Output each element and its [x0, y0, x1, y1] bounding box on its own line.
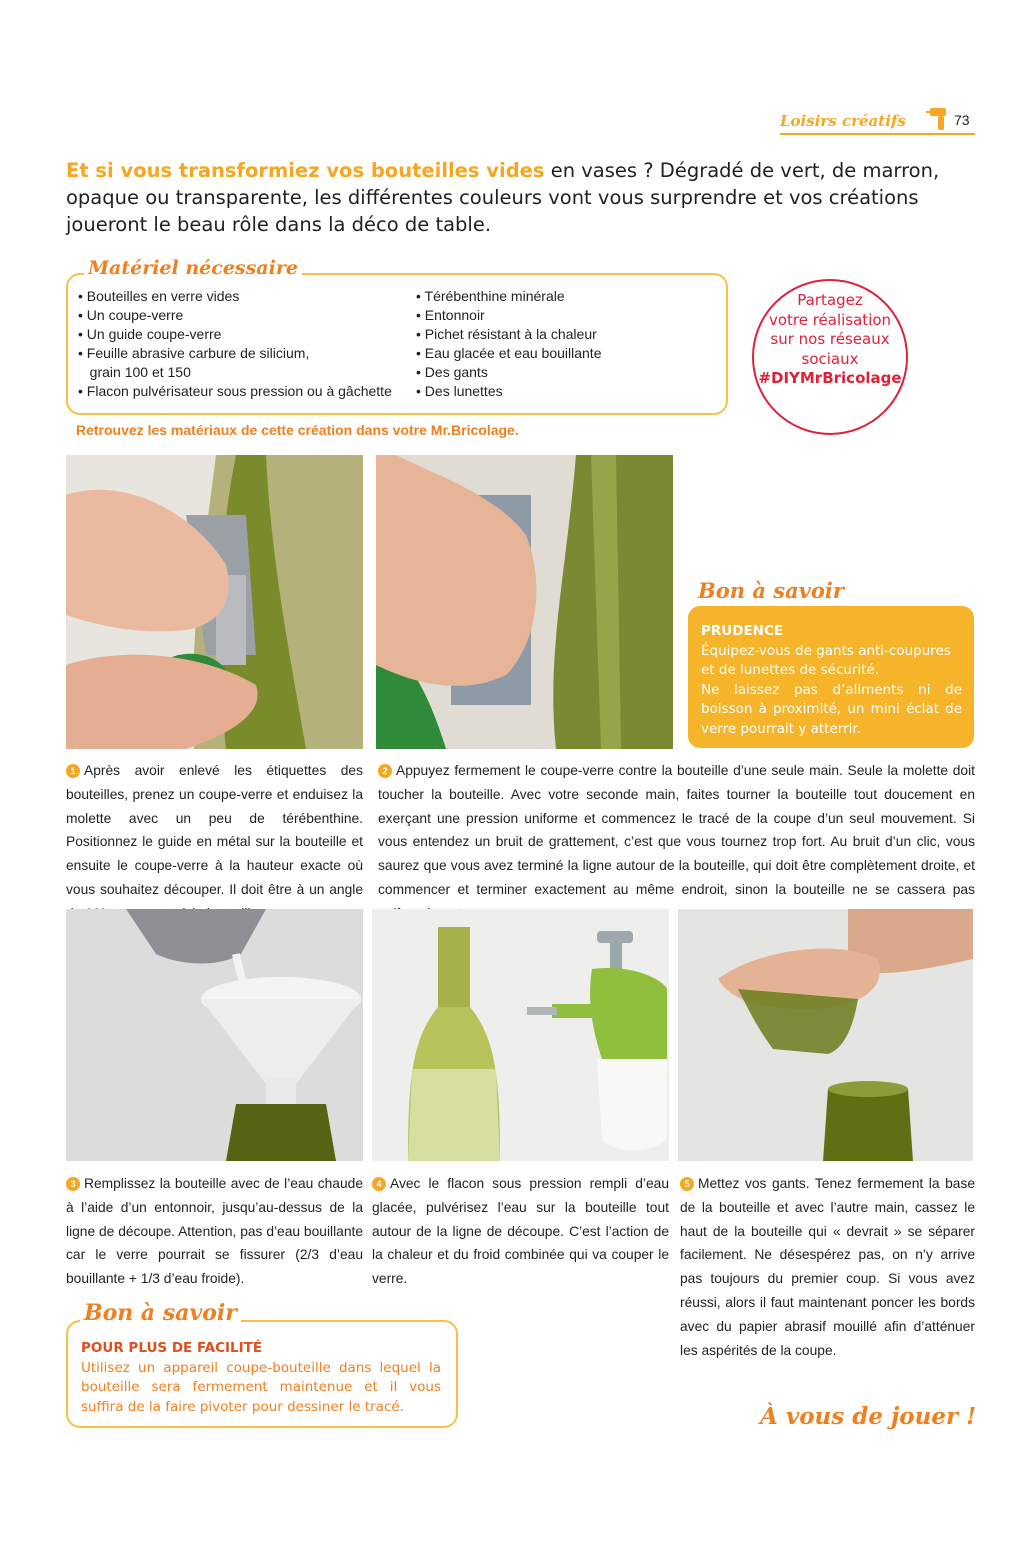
photo-step-5	[678, 909, 973, 1161]
material-item: • Des gants	[416, 364, 488, 380]
share-line: votre réalisation	[768, 310, 892, 329]
material-item: • Des lunettes	[416, 383, 503, 399]
drill-icon	[926, 104, 948, 132]
step-body: Avec le flacon sous pression rempli d’eau glacée, pulvérisez l’eau sur la bouteille tout autour de la ligne de découpe. C’est l’action de la chaleur et du froid combinée qui va couper le verre.	[372, 1176, 669, 1287]
material-item: • Térébenthine minérale	[416, 288, 565, 304]
materials-list-right	[416, 287, 716, 401]
materials-list-left	[78, 287, 398, 401]
tip-title: Bon à savoir	[698, 578, 844, 603]
materials-title: Matériel nécessaire	[84, 257, 302, 279]
tip-box-facilite	[66, 1320, 458, 1428]
tip-text: Ne laissez pas d’aliments ni de boisson à proximité, un mini éclat de verre pourrait y atterrir.	[701, 681, 962, 737]
material-item: • Eau glacée et eau bouillante	[416, 345, 602, 361]
tip-text: Utilisez un appareil coupe-bouteille dans lequel la bouteille sera fermement maintenue et il vous suffira de la faire pivoter pour dessiner le tracé.	[81, 1359, 441, 1415]
step-number: 1	[66, 764, 80, 778]
share-line: sur nos réseaux	[770, 330, 890, 348]
step-number: 2	[378, 764, 392, 778]
material-item: grain 100 et 150	[78, 364, 191, 380]
step-body: Après avoir enlevé les étiquettes des bouteilles, prenez un coupe-verre et enduisez la molette avec un peu de térébenthine. Positionnez le guide en métal sur la bouteille et ensuite le coupe-verre à la hauteur exacte où vous souhaitez découper. Il doit être à un angle	[66, 763, 363, 897]
store-note: Retrouvez les matériaux de cette création dans votre Mr.Bricolage.	[76, 422, 519, 438]
tip-title: Bon à savoir	[80, 1300, 241, 1326]
intro-lead: Et si vous transformiez vos bouteilles vides	[66, 159, 545, 182]
material-item: • Entonnoir	[416, 307, 485, 323]
header-rule	[780, 133, 975, 135]
section-title: Loisirs créatifs	[780, 112, 906, 130]
material-item: • Pichet résistant à la chaleur	[416, 326, 597, 342]
share-line: sociaux	[801, 349, 859, 368]
photo-step-4	[372, 909, 669, 1161]
tip-heading: POUR PLUS DE FACILITÉ	[81, 1340, 263, 1356]
material-item: • Flacon pulvérisateur sous pression ou à gâchette	[78, 383, 392, 399]
share-hashtag: #DIYMrBricolage	[758, 369, 902, 387]
tip-text: Équipez-vous de gants anti-coupures et de lunettes de sécurité.	[701, 642, 951, 678]
material-item: • Feuille abrasive carbure de silicium,	[78, 345, 310, 361]
step-3-text	[66, 1172, 363, 1291]
photo-step-1	[66, 455, 363, 749]
intro-paragraph	[66, 157, 966, 238]
closing-title: À vous de jouer !	[760, 1403, 977, 1430]
share-badge	[752, 279, 908, 435]
photo-step-2	[376, 455, 673, 749]
step-number: 5	[680, 1177, 694, 1191]
tip-box-prudence	[688, 606, 974, 748]
material-item: • Un coupe-verre	[78, 307, 184, 323]
photo-step-3	[66, 909, 363, 1161]
step-number: 4	[372, 1177, 386, 1191]
tip-heading: PRUDENCE	[701, 623, 784, 639]
step-1-text	[66, 759, 363, 926]
page-header	[780, 108, 975, 138]
material-item: • Bouteilles en verre vides	[78, 288, 240, 304]
step-number: 3	[66, 1177, 80, 1191]
step-4-text	[372, 1172, 669, 1291]
step-2-text	[378, 759, 975, 926]
page-number: 73	[954, 112, 970, 128]
share-line: Partagez	[797, 291, 863, 309]
step-body: Mettez vos gants. Tenez fermement la base de la bouteille et avec l’autre main, cassez le haut de la bouteille qui « devrait » se séparer facilement. Ne désespérez pas, on n’y arrive pas toujours du premier coup. Si vous avez réussi, alors il faut maintenant poncer les bords avec du papier abrasif mouillé afin d’atténuer les aspérités de la coupe.	[680, 1176, 975, 1358]
intro-text: en vases ? Dégradé de vert, de marron, opaque ou transparente, les différentes couleurs vont vous surprendre et vos créations joueront le beau rôle dans la déco de table.	[66, 159, 940, 236]
step-5-text	[680, 1172, 975, 1362]
step-body: Remplissez la bouteille avec de l’eau chaude à l’aide d’un entonnoir, jusqu’au-dessus de la ligne de découpe. Attention, pas d’eau bouillante car le verre pourrait se fissurer (2/3 d’eau bouillante + 1/3 d’eau froide).	[66, 1176, 363, 1287]
step-body: Appuyez fermement le coupe-verre contre la bouteille d’une seule main. Seule la molette doit toucher la bouteille. Avec votre seconde main, faites tourner la bouteille tout doucement en exerçant une pression uniforme et commencez le tracé de la coupe d’un seul mouvement. Si vous entendez un bruit de grattement, c’est que vous tournez trop fort. Au bruit d’un clic, vous saurez que vous avez terminé la ligne autour de la bouteille, qui doit être complètement droite, et commencer et terminer exactement au même endroit, sinon la bouteille ne se cassera pas	[378, 763, 975, 897]
material-item: • Un guide coupe-verre	[78, 326, 222, 342]
